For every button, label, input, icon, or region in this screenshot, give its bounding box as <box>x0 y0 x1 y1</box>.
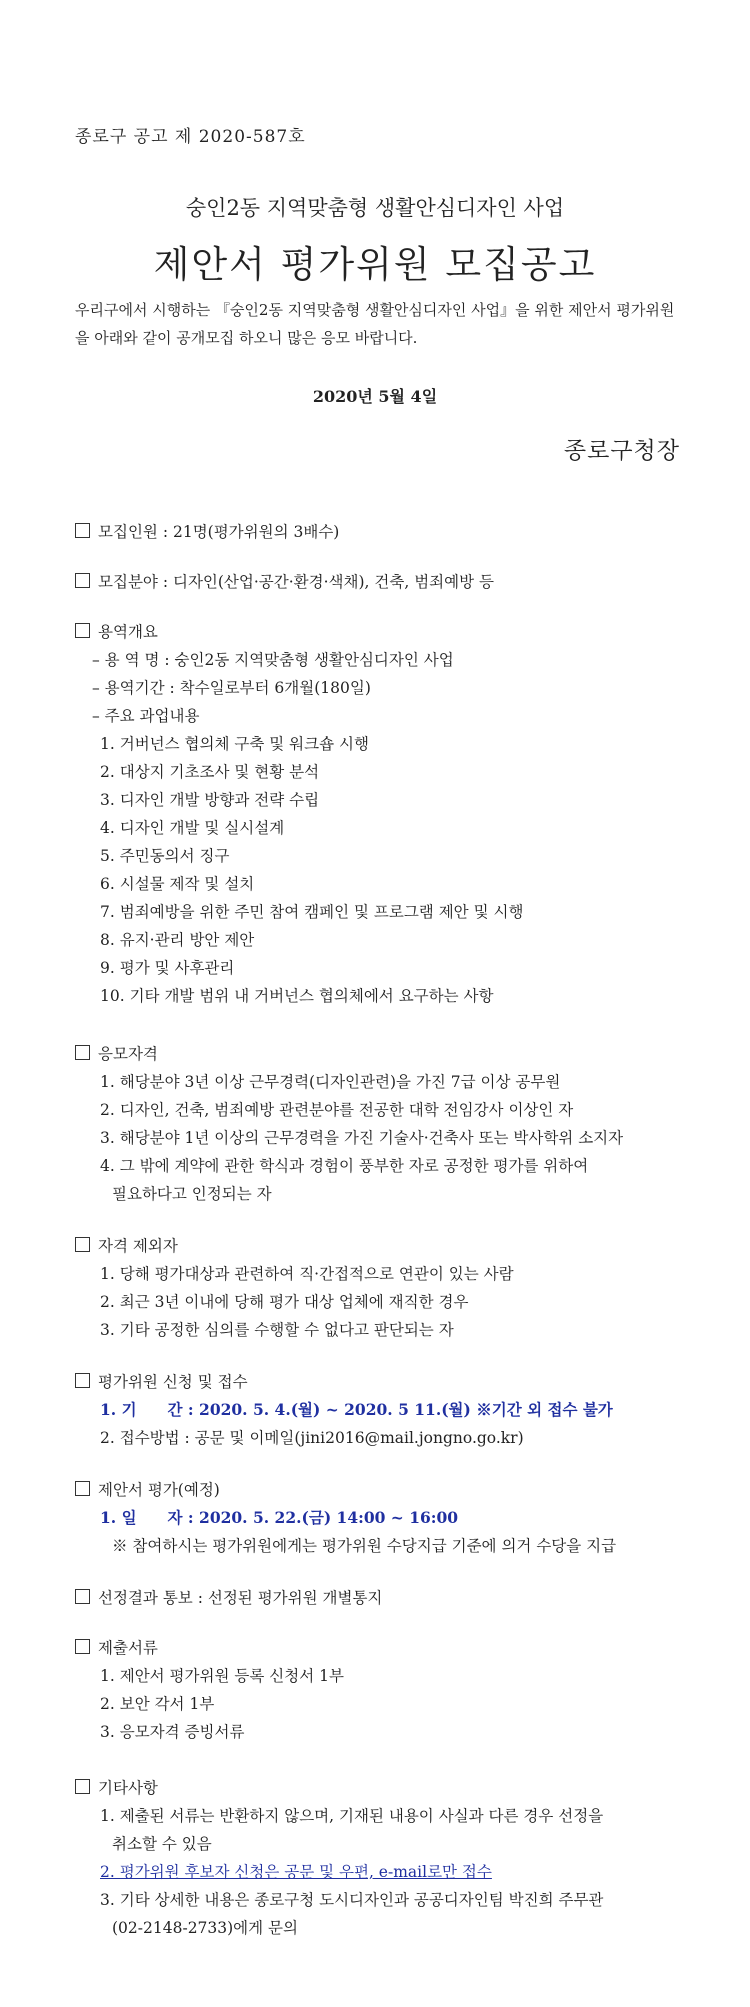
list-item: 3. 기타 공정한 심의를 수행할 수 없다고 판단되는 자 <box>100 1321 454 1339</box>
checkbox-square-icon <box>75 1481 90 1496</box>
checkbox-square-icon <box>75 1237 90 1252</box>
list-item: 10. 기타 개발 범위 내 거버넌스 협의체에서 요구하는 사항 <box>100 987 494 1005</box>
list-item-continued: 필요하다고 인정되는 자 <box>112 1185 272 1203</box>
checkbox-square-icon <box>75 523 90 538</box>
section-result <box>75 1586 382 1608</box>
section-exclusion <box>75 1234 178 1256</box>
application-period: 1. 기 간 : 2020. 5. 4.(월) ~ 2020. 5 11.(월) ※기간 외 접수 불가 <box>100 1400 613 1419</box>
section-evaluation <box>75 1478 220 1500</box>
notice-title: 제안서 평가위원 모집공고 <box>153 243 597 286</box>
section-heading: 기타사항 <box>98 1779 158 1797</box>
notice-subtitle: 숭인2동 지역맞춤형 생활안심디자인 사업 <box>185 196 565 220</box>
list-item: 1. 제출된 서류는 반환하지 않으며, 기재된 내용이 사실과 다른 경우 선정을 <box>100 1807 604 1825</box>
list-item: 1. 해당분야 3년 이상 근무경력(디자인관련)을 가진 7급 이상 공무원 <box>100 1073 561 1091</box>
section-misc <box>75 1776 158 1798</box>
tasks-heading: – 주요 과업내용 <box>92 707 200 725</box>
intro-paragraph: 우리구에서 시행하는 『숭인2동 지역맞춤형 생활안심디자인 사업』을 위한 제안서 평가위원을 아래와 같이 공개모집 하오니 많은 응모 바랍니다. <box>75 301 675 347</box>
section-heading: 자격 제외자 <box>98 1237 178 1255</box>
application-method: 2. 접수방법 : 공문 및 이메일(jini2016@mail.jongno.go.kr) <box>100 1429 524 1447</box>
list-item: 2. 보안 각서 1부 <box>100 1695 215 1713</box>
checkbox-square-icon <box>75 1589 90 1604</box>
evaluation-schedule: 1. 일 자 : 2020. 5. 22.(금) 14:00 ~ 16:00 <box>100 1508 459 1527</box>
list-item: 5. 주민동의서 징구 <box>100 847 230 865</box>
issuer-name: 종로구청장 <box>563 438 680 464</box>
list-item: 1. 제안서 평가위원 등록 신청서 1부 <box>100 1667 344 1685</box>
evaluation-note: ※ 참여하시는 평가위원에게는 평가위원 수당지급 기준에 의거 수당을 지급 <box>112 1537 617 1555</box>
section-documents <box>75 1636 158 1658</box>
list-item: 4. 그 밖에 계약에 관한 학식과 경험이 풍부한 자로 공정한 평가를 위하여 <box>100 1157 589 1175</box>
checkbox-square-icon <box>75 623 90 638</box>
list-item: 7. 범죄예방을 위한 주민 참여 캠페인 및 프로그램 제안 및 시행 <box>100 903 524 921</box>
checkbox-square-icon <box>75 1779 90 1794</box>
list-item: 9. 평가 및 사후관리 <box>100 959 235 977</box>
list-item: 4. 디자인 개발 및 실시설계 <box>100 819 285 837</box>
result-text: 선정결과 통보 : 선정된 평가위원 개별통지 <box>98 1589 383 1607</box>
list-item: 1. 당해 평가대상과 관련하여 직·간접적으로 연관이 있는 사람 <box>100 1265 514 1283</box>
section-heading: 제안서 평가(예정) <box>98 1481 220 1499</box>
service-name: – 용 역 명 : 숭인2동 지역맞춤형 생활안심디자인 사업 <box>92 651 454 669</box>
contact-phone: (02-2148-2733)에게 문의 <box>112 1919 299 1937</box>
section-heading: 용역개요 <box>98 623 158 641</box>
recruit-field-text: 모집분야 : 디자인(산업·공간·환경·색채), 건축, 범죄예방 등 <box>98 573 494 591</box>
application-method-notice: 2. 평가위원 후보자 신청은 공문 및 우편, e-mail로만 접수 <box>100 1863 492 1881</box>
checkbox-square-icon <box>75 1373 90 1388</box>
section-service-overview <box>75 620 158 642</box>
list-item: 8. 유지·관리 방안 제안 <box>100 931 255 949</box>
list-item: 3. 디자인 개발 방향과 전략 수립 <box>100 791 320 809</box>
section-heading: 평가위원 신청 및 접수 <box>98 1373 248 1391</box>
list-item: 3. 해당분야 1년 이상의 근무경력을 가진 기술사·건축사 또는 박사학위 소지자 <box>100 1129 624 1147</box>
checkbox-square-icon <box>75 1045 90 1060</box>
list-item-continued: 취소할 수 있음 <box>112 1835 212 1853</box>
list-item: 3. 기타 상세한 내용은 종로구청 도시디자인과 공공디자인팀 박진희 주무관 <box>100 1891 604 1909</box>
notice-date: 2020년 5월 4일 <box>312 387 438 406</box>
list-item: 2. 디자인, 건축, 범죄예방 관련분야를 전공한 대학 전임강사 이상인 자 <box>100 1101 574 1119</box>
service-period: – 용역기간 : 착수일로부터 6개월(180일) <box>92 679 371 697</box>
section-application <box>75 1370 248 1392</box>
section-eligibility <box>75 1042 158 1064</box>
checkbox-square-icon <box>75 573 90 588</box>
list-item: 3. 응모자격 증빙서류 <box>100 1723 245 1741</box>
section-heading: 응모자격 <box>98 1045 158 1063</box>
notice-number: 종로구 공고 제 2020-587호 <box>75 127 306 147</box>
recruit-count-text: 모집인원 : 21명(평가위원의 3배수) <box>98 523 340 541</box>
list-item: 2. 최근 3년 이내에 당해 평가 대상 업체에 재직한 경우 <box>100 1293 469 1311</box>
list-item: 2. 대상지 기초조사 및 현황 분석 <box>100 763 320 781</box>
list-item: 1. 거버넌스 협의체 구축 및 워크숍 시행 <box>100 735 369 753</box>
section-recruit-count <box>75 520 339 542</box>
checkbox-square-icon <box>75 1639 90 1654</box>
section-heading: 제출서류 <box>98 1639 158 1657</box>
list-item: 6. 시설물 제작 및 설치 <box>100 875 255 893</box>
section-recruit-field <box>75 570 494 592</box>
